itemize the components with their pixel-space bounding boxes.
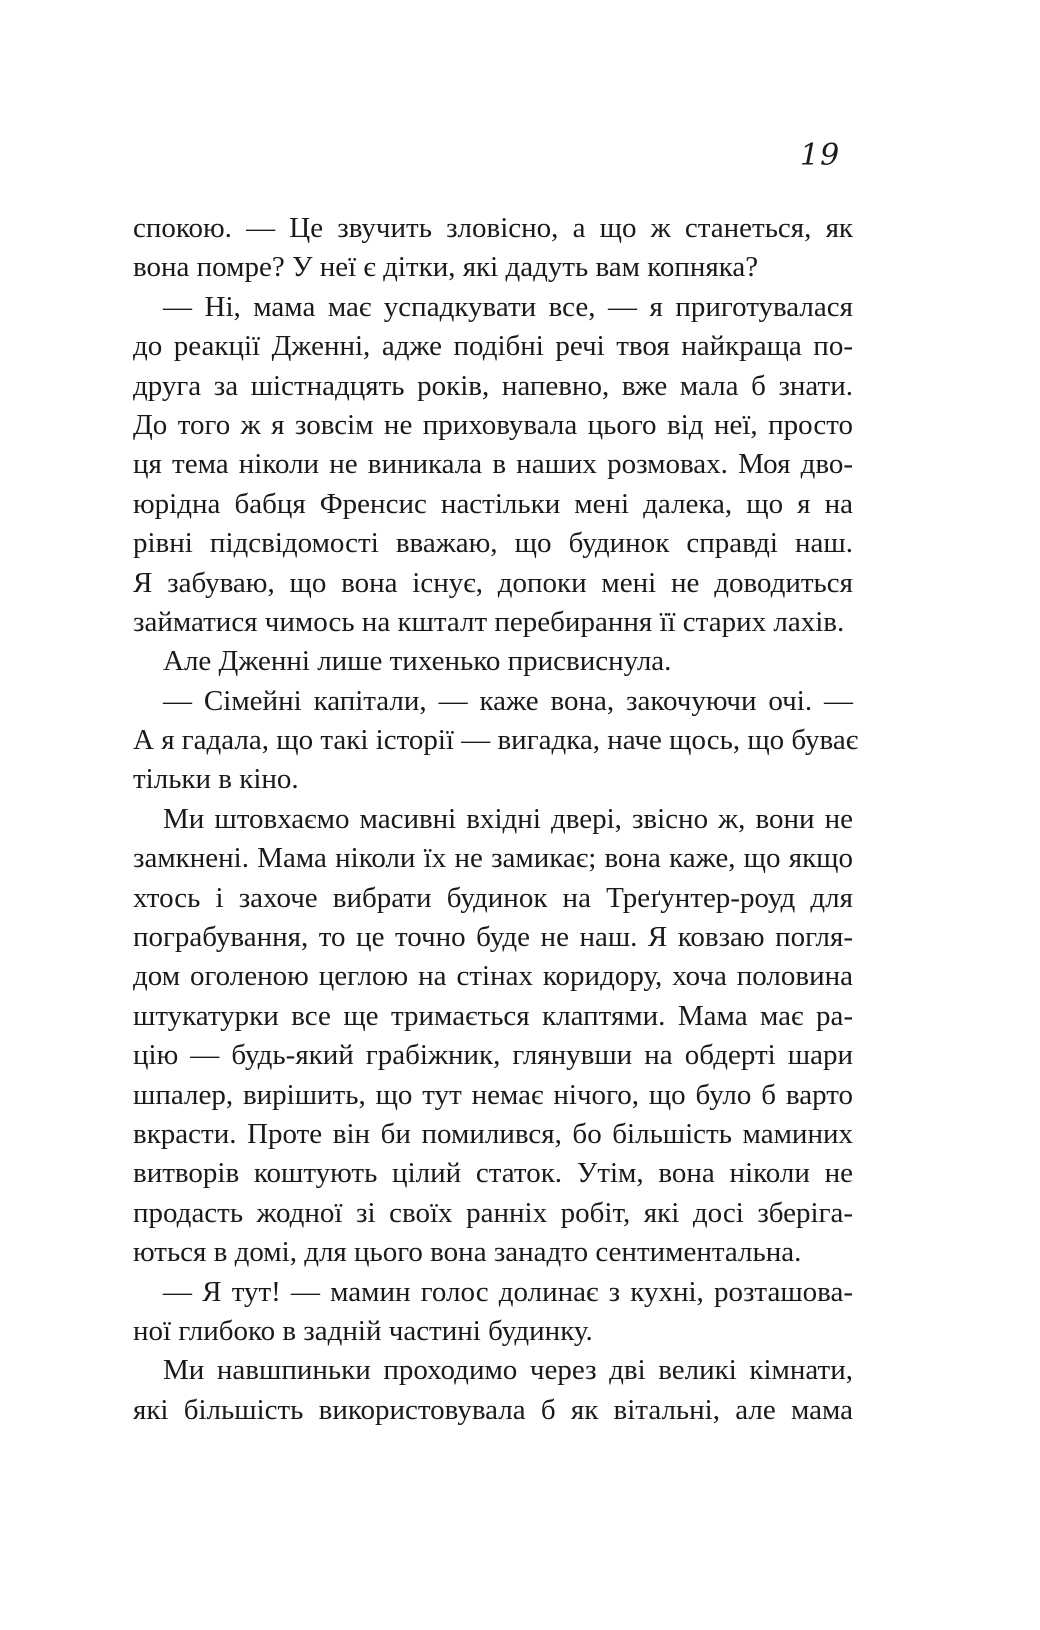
text-line: тільки в кіно. [133,763,299,796]
text-line: — Я тут! — мамин голос долинає з кухні, розташова- [163,1275,853,1308]
text-line: — Сімейні капітали, — каже вона, закочуючи очі. — [163,684,853,717]
text-line: продасть жодної зі своїх ранніх робіт, які досі зберіга- [133,1196,853,1229]
text-line: друга за шістнадцять років, напевно, вже мала б знати. [133,369,853,402]
text-line: шпалер, вирішить, що тут немає нічого, що було б варто [133,1078,853,1111]
text-line: спокою. — Це звучить зловісно, а що ж станеться, як [133,212,853,244]
text-line: замкнені. Мама ніколи їх не замикає; вона каже, що якщо [133,842,853,875]
text-line: ються в домі, для цього вона занадто сентиментальна. [133,1236,802,1269]
text-line: цію — будь-який грабіжник, глянувши на обдерті шари [133,1039,853,1072]
text-line: — Ні, мама має успадкувати все, — я приготувалася [163,290,853,323]
text-line: пограбування, то це точно буде не наш. Я ковзаю погля- [133,921,853,954]
text-line: витворів коштують цілий статок. Утім, вона ніколи не [133,1157,853,1190]
text-line: вкрасти. Проте він би помилився, бо більшість маминих [133,1117,853,1150]
text-line: Ми навшпиньки проходимо через дві великі кімнати, [163,1354,853,1387]
text-line: до реакції Дженні, адже подібні речі твоя найкраща по- [133,330,853,363]
text-line: ної глибоко в задній частині будинку. [133,1314,593,1347]
text-line: ця тема ніколи не виникала в наших розмовах. Моя дво- [133,448,853,481]
page-number: 19 [800,138,841,173]
text-line: До того ж я зовсім не приховувала цього від неї, просто [133,408,853,441]
body-text [133,209,859,1430]
text-line: рівні підсвідомості вважаю, що будинок справді наш. [133,527,853,560]
text-line: Але Дженні лише тихенько присвиснула. [163,645,672,678]
text-line: штукатурки все ще тримається клаптями. Мама має ра- [133,999,853,1032]
text-line: дом оголеною цеглою на стінах коридору, хоча половина [133,960,853,993]
text-line: А я гадала, що такі історії — вигадка, наче щось, що буває [133,724,859,757]
text-line: займатися чимось на кшталт перебирання її старих лахів. [133,605,845,638]
text-line: Ми штовхаємо масивні вхідні двері, звісно ж, вони не [163,802,853,835]
text-line: вона помре? У неї є дітки, які дадуть вам копняка? [133,251,759,284]
text-line: Я забуваю, що вона існує, допоки мені не доводиться [133,566,853,599]
text-line: які більшість використовувала б як вітальні, але мама [133,1393,853,1426]
text-line: юрідна бабця Френсис настільки мені далека, що я на [133,487,853,520]
text-line: хтось і захоче вибрати будинок на Треґунтер-роуд для [133,881,853,914]
